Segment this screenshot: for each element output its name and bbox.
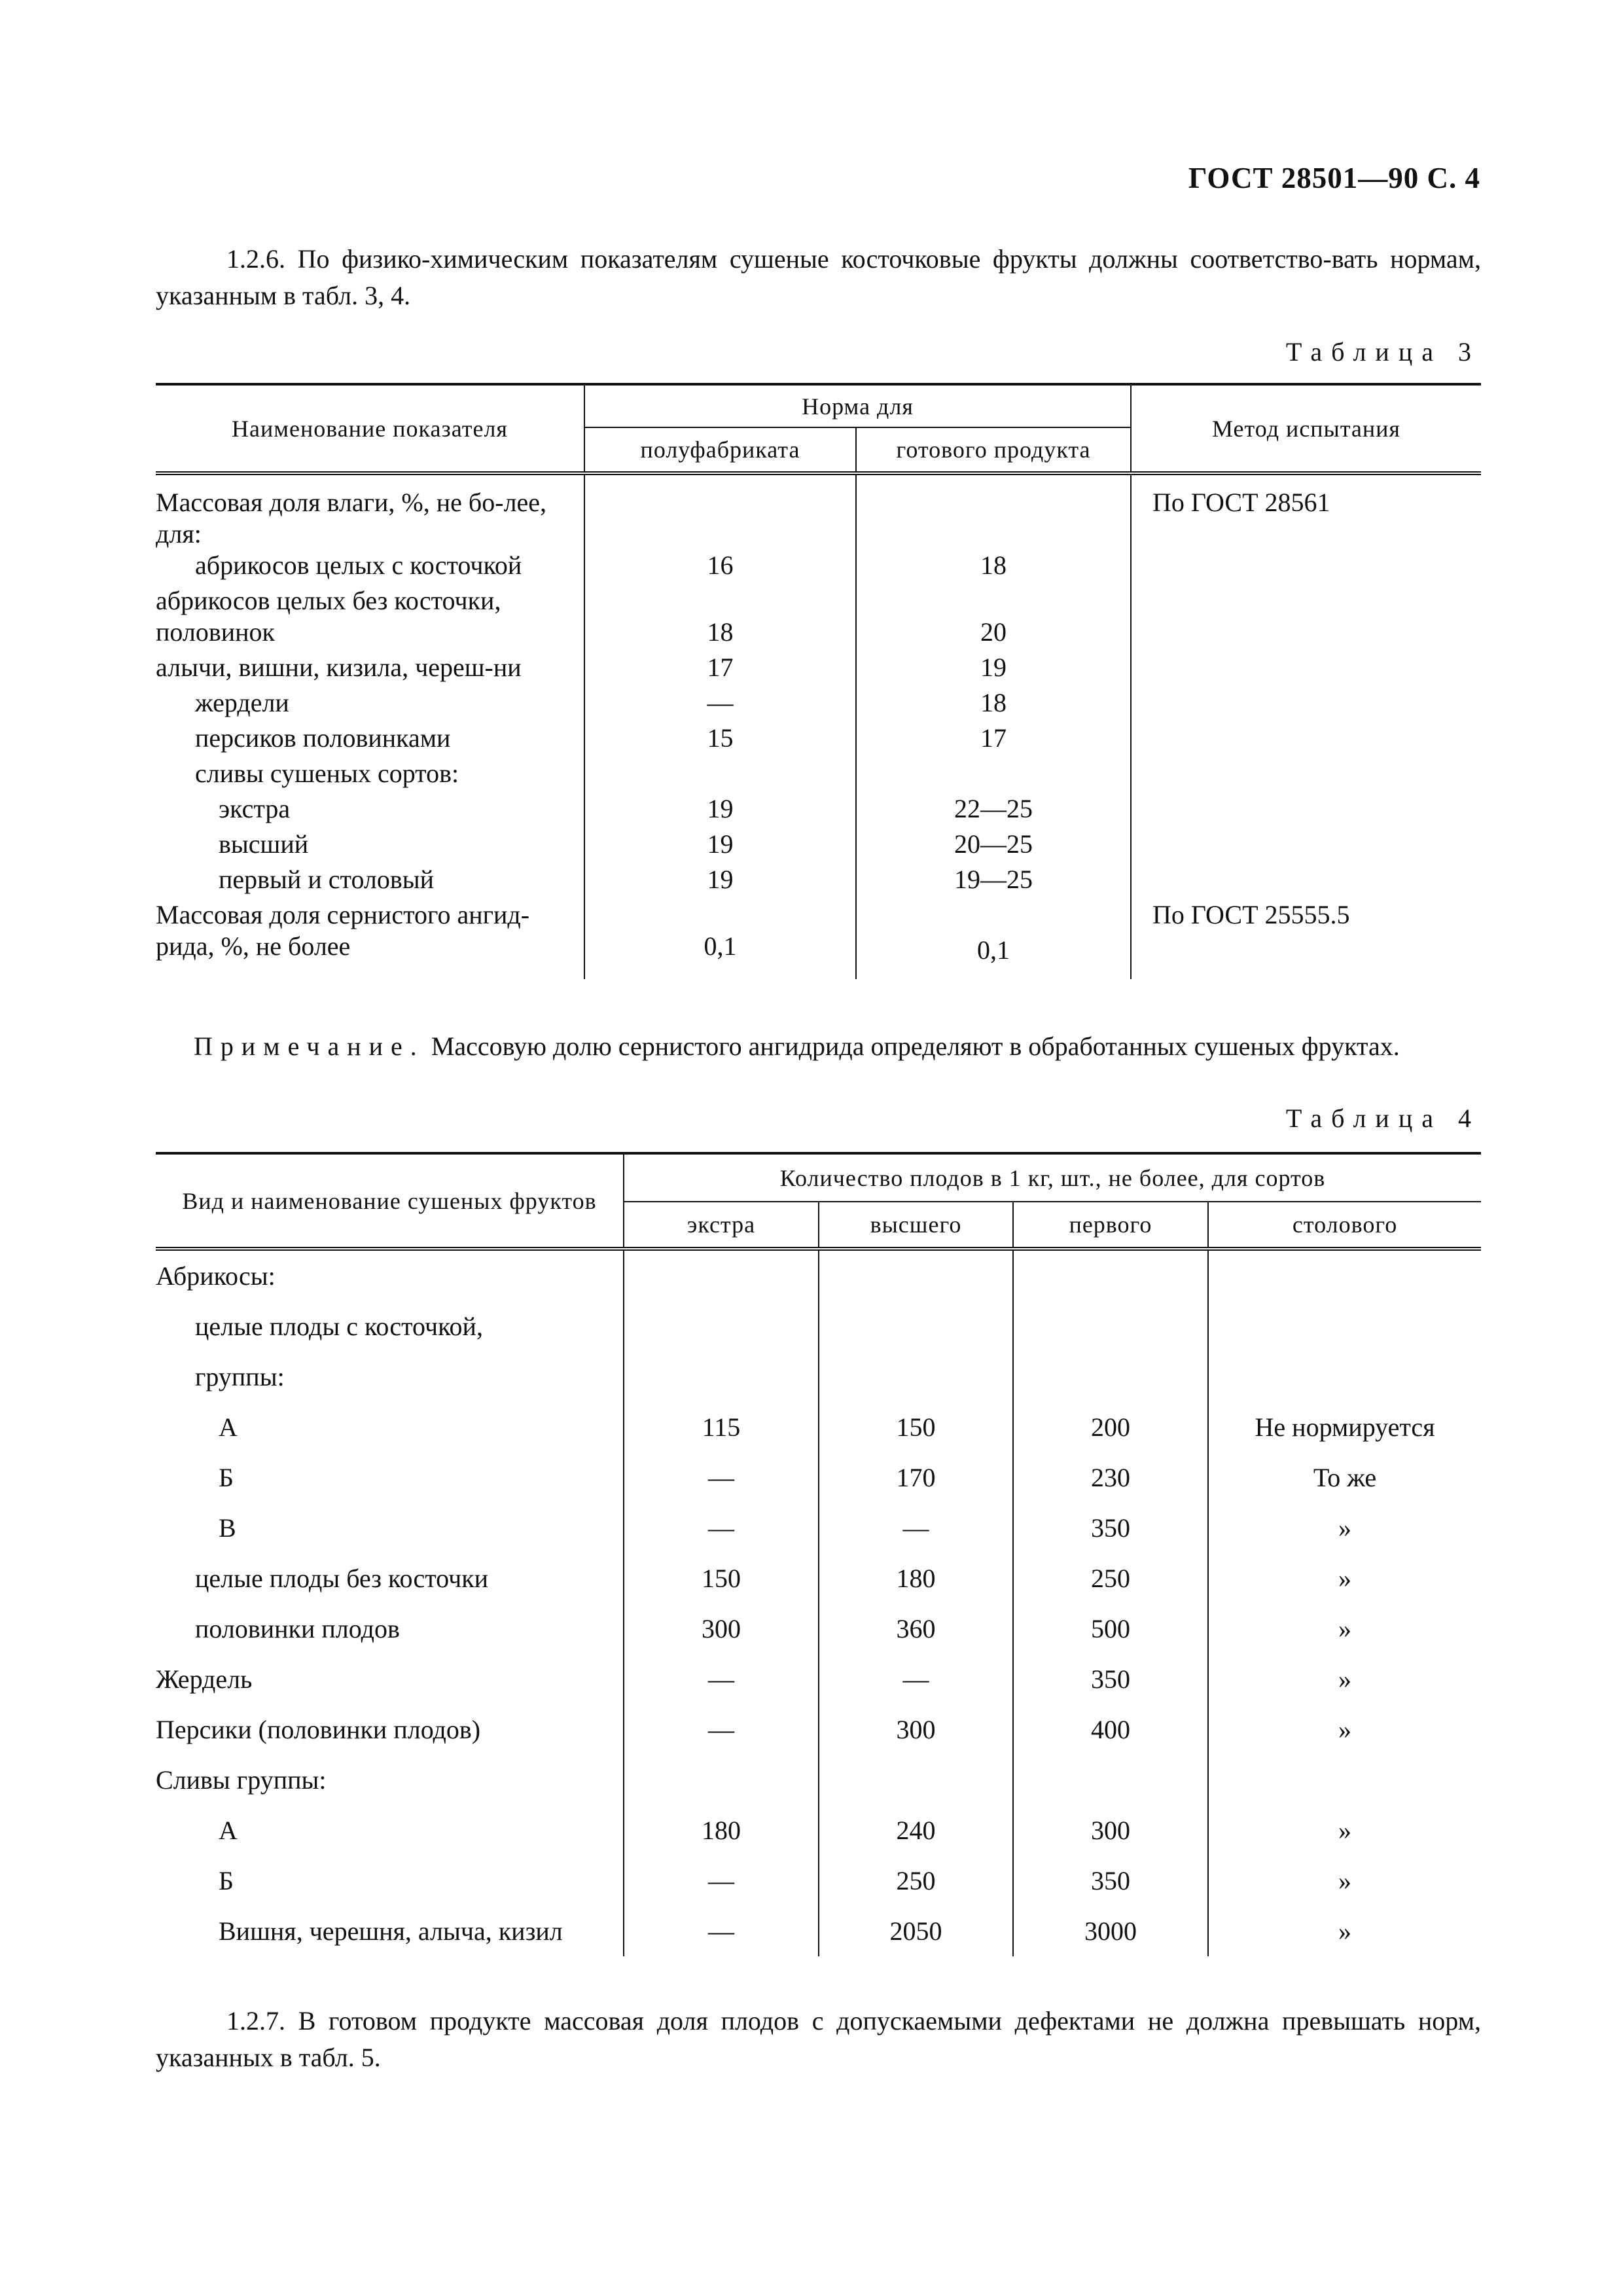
t3-row: алычи, вишни, кизила, череш-ни 17 19 bbox=[156, 648, 1481, 683]
document-header: ГОСТ 28501—90 С. 4 bbox=[1188, 162, 1480, 194]
t4-cell-extra: — bbox=[624, 1452, 819, 1503]
table-3-caption: Таблица 3 bbox=[1285, 337, 1480, 367]
t4-header-first: первого bbox=[1013, 1202, 1208, 1249]
t4-cell-higher: 300 bbox=[819, 1704, 1013, 1755]
t3-moisture-method: По ГОСТ 28561 bbox=[1131, 473, 1481, 550]
t3-row: абрикосов целых без косточки, половинок 18 20 bbox=[156, 581, 1481, 648]
t4-cell-first bbox=[1013, 1249, 1208, 1301]
table-row bbox=[156, 1906, 1481, 1956]
t3-row-sulfur: Массовая доля сернистого ангид-рида, %, не более 0,1 0,1 По ГОСТ 25555.5 bbox=[156, 895, 1481, 979]
t4-cell-extra: 150 bbox=[624, 1553, 819, 1604]
t3-row: персиков половинками 15 17 bbox=[156, 719, 1481, 754]
t4-cell-extra bbox=[624, 1301, 819, 1352]
t4-header-table: столового bbox=[1208, 1202, 1481, 1249]
t4-cell-extra: 180 bbox=[624, 1805, 819, 1856]
t4-cell-extra: — bbox=[624, 1856, 819, 1906]
t3-header-method: Метод испытания bbox=[1131, 384, 1481, 473]
t4-cell-extra: — bbox=[624, 1503, 819, 1553]
table-row bbox=[156, 1604, 1481, 1654]
t3-moisture-title: Массовая доля влаги, %, не бо-лее, для: bbox=[156, 488, 547, 548]
t4-cell-first bbox=[1013, 1352, 1208, 1402]
t4-cell-table: Не нормируется bbox=[1208, 1402, 1481, 1452]
t4-cell-table: » bbox=[1208, 1856, 1481, 1906]
t4-cell-extra: 300 bbox=[624, 1604, 819, 1654]
t4-cell-first bbox=[1013, 1301, 1208, 1352]
t4-cell-extra: — bbox=[624, 1906, 819, 1956]
t4-cell-higher bbox=[819, 1352, 1013, 1402]
t3-row: высший 19 20—25 bbox=[156, 825, 1481, 860]
t3-header-semi: полуфабриката bbox=[584, 427, 856, 473]
t4-cell-higher bbox=[819, 1301, 1013, 1352]
t4-cell-higher: 240 bbox=[819, 1805, 1013, 1856]
table-3-note bbox=[194, 1031, 1400, 1062]
t4-cell-first: 230 bbox=[1013, 1452, 1208, 1503]
t4-cell-extra bbox=[624, 1755, 819, 1805]
t4-cell-first: 400 bbox=[1013, 1704, 1208, 1755]
t4-cell-first: 350 bbox=[1013, 1503, 1208, 1553]
t4-cell-higher: — bbox=[819, 1654, 1013, 1704]
t4-cell-higher: 150 bbox=[819, 1402, 1013, 1452]
table-row bbox=[156, 1249, 1481, 1301]
t4-cell-higher bbox=[819, 1755, 1013, 1805]
paragraph-1-2-7 bbox=[156, 2003, 1481, 2076]
t4-cell-higher: 170 bbox=[819, 1452, 1013, 1503]
t4-cell-name: В bbox=[219, 1513, 236, 1543]
table-row bbox=[156, 1704, 1481, 1755]
t4-cell-table: » bbox=[1208, 1704, 1481, 1755]
t4-cell-name: группы: bbox=[195, 1362, 285, 1391]
table-4-caption: Таблица 4 bbox=[1285, 1103, 1480, 1133]
table-row bbox=[156, 1805, 1481, 1856]
t4-cell-name: А bbox=[219, 1816, 238, 1845]
t4-cell-first: 250 bbox=[1013, 1553, 1208, 1604]
note-text: Массовую долю сернистого ангидрида определяют в обработанных сушеных фруктах. bbox=[424, 1031, 1400, 1061]
t3-header-name: Наименование показателя bbox=[156, 384, 584, 473]
t4-cell-name: Сливы группы: bbox=[156, 1765, 327, 1795]
t4-cell-name: целые плоды с косточкой, bbox=[195, 1312, 483, 1341]
table-row bbox=[156, 1503, 1481, 1553]
t4-cell-table: » bbox=[1208, 1654, 1481, 1704]
t4-cell-first: 200 bbox=[1013, 1402, 1208, 1452]
t4-cell-table: » bbox=[1208, 1553, 1481, 1604]
t4-cell-name: Абрикосы: bbox=[156, 1261, 276, 1291]
t4-cell-name: Вишня, черешня, алыча, кизил bbox=[219, 1916, 563, 1946]
t4-cell-name: Персики (половинки плодов) bbox=[156, 1715, 481, 1744]
t4-cell-extra: — bbox=[624, 1704, 819, 1755]
t4-cell-table: То же bbox=[1208, 1452, 1481, 1503]
table-row bbox=[156, 1352, 1481, 1402]
table-3 bbox=[156, 383, 1481, 979]
t4-header-count: Количество плодов в 1 кг, шт., не более, для сортов bbox=[624, 1153, 1481, 1202]
t4-cell-table: » bbox=[1208, 1906, 1481, 1956]
t4-header-extra: экстра bbox=[624, 1202, 819, 1249]
t4-cell-extra bbox=[624, 1352, 819, 1402]
t3-header-final: готового продукта bbox=[856, 427, 1131, 473]
table-4 bbox=[156, 1152, 1481, 1956]
t4-cell-name: Б bbox=[219, 1463, 234, 1492]
t4-cell-first bbox=[1013, 1755, 1208, 1805]
t4-cell-first: 350 bbox=[1013, 1654, 1208, 1704]
t4-cell-higher: 180 bbox=[819, 1553, 1013, 1604]
t4-header-higher: высшего bbox=[819, 1202, 1013, 1249]
t3-row: абрикосов целых с косточкой 16 18 bbox=[156, 550, 1481, 581]
t4-cell-extra bbox=[624, 1249, 819, 1301]
t4-cell-first: 350 bbox=[1013, 1856, 1208, 1906]
t4-cell-extra: — bbox=[624, 1654, 819, 1704]
paragraph-1-2-6 bbox=[156, 241, 1481, 314]
t4-cell-name: Б bbox=[219, 1866, 234, 1895]
t4-cell-name: А bbox=[219, 1412, 238, 1442]
t4-cell-first: 500 bbox=[1013, 1604, 1208, 1654]
t4-cell-table bbox=[1208, 1249, 1481, 1301]
t3-row: первый и столовый 19 19—25 bbox=[156, 860, 1481, 895]
table-row bbox=[156, 1553, 1481, 1604]
table-row bbox=[156, 1856, 1481, 1906]
t3-row: сливы сушеных сортов: bbox=[156, 754, 1481, 789]
t4-cell-table: » bbox=[1208, 1805, 1481, 1856]
t3-header-norm: Норма для bbox=[584, 384, 1131, 427]
table-row bbox=[156, 1755, 1481, 1805]
t4-cell-table bbox=[1208, 1352, 1481, 1402]
table-row bbox=[156, 1301, 1481, 1352]
t4-cell-extra: 115 bbox=[624, 1402, 819, 1452]
t4-cell-higher: 2050 bbox=[819, 1906, 1013, 1956]
t4-cell-higher bbox=[819, 1249, 1013, 1301]
t3-row: экстра 19 22—25 bbox=[156, 789, 1481, 825]
paragraph-1-2-7-text: 1.2.7. В готовом продукте массовая доля плодов с допускаемыми дефектами не должна превышать норм, указанных в табл. 5. bbox=[156, 2006, 1481, 2072]
t4-cell-first: 3000 bbox=[1013, 1906, 1208, 1956]
t4-cell-first: 300 bbox=[1013, 1805, 1208, 1856]
table-row bbox=[156, 1452, 1481, 1503]
table-row bbox=[156, 1654, 1481, 1704]
t4-cell-table bbox=[1208, 1301, 1481, 1352]
t4-cell-name: половинки плодов bbox=[195, 1614, 400, 1643]
t4-header-kind: Вид и наименование сушеных фруктов bbox=[156, 1153, 624, 1249]
table-row bbox=[156, 1402, 1481, 1452]
t4-cell-table: » bbox=[1208, 1604, 1481, 1654]
note-label: Примечание. bbox=[194, 1031, 425, 1061]
t3-row: жердели — 18 bbox=[156, 683, 1481, 719]
t4-cell-table: » bbox=[1208, 1503, 1481, 1553]
t4-cell-higher: — bbox=[819, 1503, 1013, 1553]
t4-cell-higher: 250 bbox=[819, 1856, 1013, 1906]
t4-cell-table bbox=[1208, 1755, 1481, 1805]
t4-cell-name: Жердель bbox=[156, 1664, 253, 1694]
t4-cell-name: целые плоды без косточки bbox=[195, 1564, 489, 1593]
paragraph-1-2-6-text: 1.2.6. По физико-химическим показателям сушеные косточковые фрукты должны соответство-вать нормам, указанным в табл. 3, 4. bbox=[156, 244, 1481, 310]
t4-cell-higher: 360 bbox=[819, 1604, 1013, 1654]
